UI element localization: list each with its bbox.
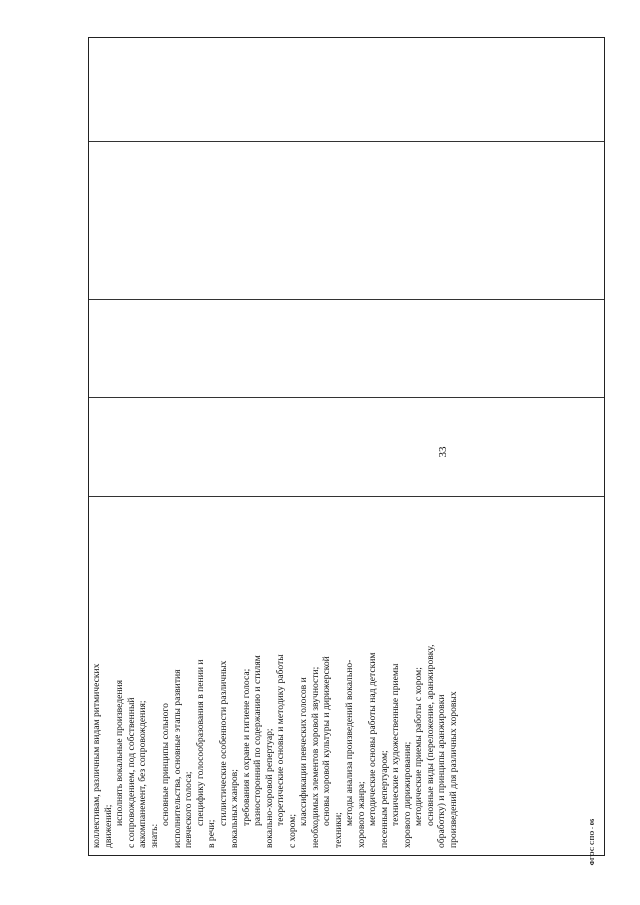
text-line: необходимых элементов хоровой звучности; <box>309 666 321 848</box>
curriculum-table <box>88 37 605 856</box>
text-line: техники; <box>332 812 344 848</box>
text-line: певческого голоса; <box>183 771 194 848</box>
text-line: основные виды (переложение, аранжировку, <box>424 644 436 826</box>
text-line: методы анализа произведений вокально- <box>344 659 355 826</box>
text-line: разносторонний по содержанию и стилям <box>252 655 263 826</box>
text-line: исполнительства, основные этапы развития <box>171 669 183 848</box>
text-line: методические основы работы над детским <box>367 652 378 826</box>
text-line: вокально-хоровой репертуар; <box>263 728 275 848</box>
competencies-text <box>89 497 604 854</box>
text-line: с хором; <box>286 813 298 848</box>
text-line: хорового жанра; <box>355 781 367 848</box>
footer-code: ФГОС СПО - 06 <box>590 818 596 866</box>
text-line: теоретические основы и методику работы <box>275 654 286 826</box>
text-line: требования к охране и гигиене голоса; <box>240 668 252 826</box>
text-line: знать: <box>148 823 160 848</box>
text-line: с сопровождением, под собственный <box>125 697 137 848</box>
table-row-divider <box>89 397 604 398</box>
text-line: классификации певческих голосов и <box>298 677 309 826</box>
text-line: технические и художественные приемы <box>390 663 401 826</box>
text-line: основные принципы сольного <box>160 703 171 826</box>
text-line: стилистические особенности различных <box>217 660 229 826</box>
text-line: методические приемы работы с хором; <box>413 667 424 826</box>
table-row-divider <box>89 141 604 142</box>
page-number: 33 <box>437 446 449 458</box>
text-line: вокальных жанров; <box>229 769 240 848</box>
text-line: в речи; <box>206 819 217 848</box>
text-line: хорового дирижирования; <box>401 741 413 848</box>
text-line: коллективам, различным видам ритмических <box>91 663 102 848</box>
text-line: исполнять вокальные произведения <box>114 679 125 826</box>
text-line: аккомпанемент, без сопровождения; <box>137 700 148 848</box>
text-line: песенным репертуаром; <box>378 750 390 848</box>
text-line: обработку) и принципы аранжировки <box>436 694 447 848</box>
text-line: движений; <box>102 804 114 848</box>
text-line: основы хоровой культуры и дирижерской <box>321 656 332 826</box>
competencies-cell <box>89 497 604 854</box>
text-line: произведений для различных хоровых <box>447 691 459 848</box>
text-line: специфику голосообразования в пении и <box>194 659 206 826</box>
table-row-divider <box>89 299 604 300</box>
